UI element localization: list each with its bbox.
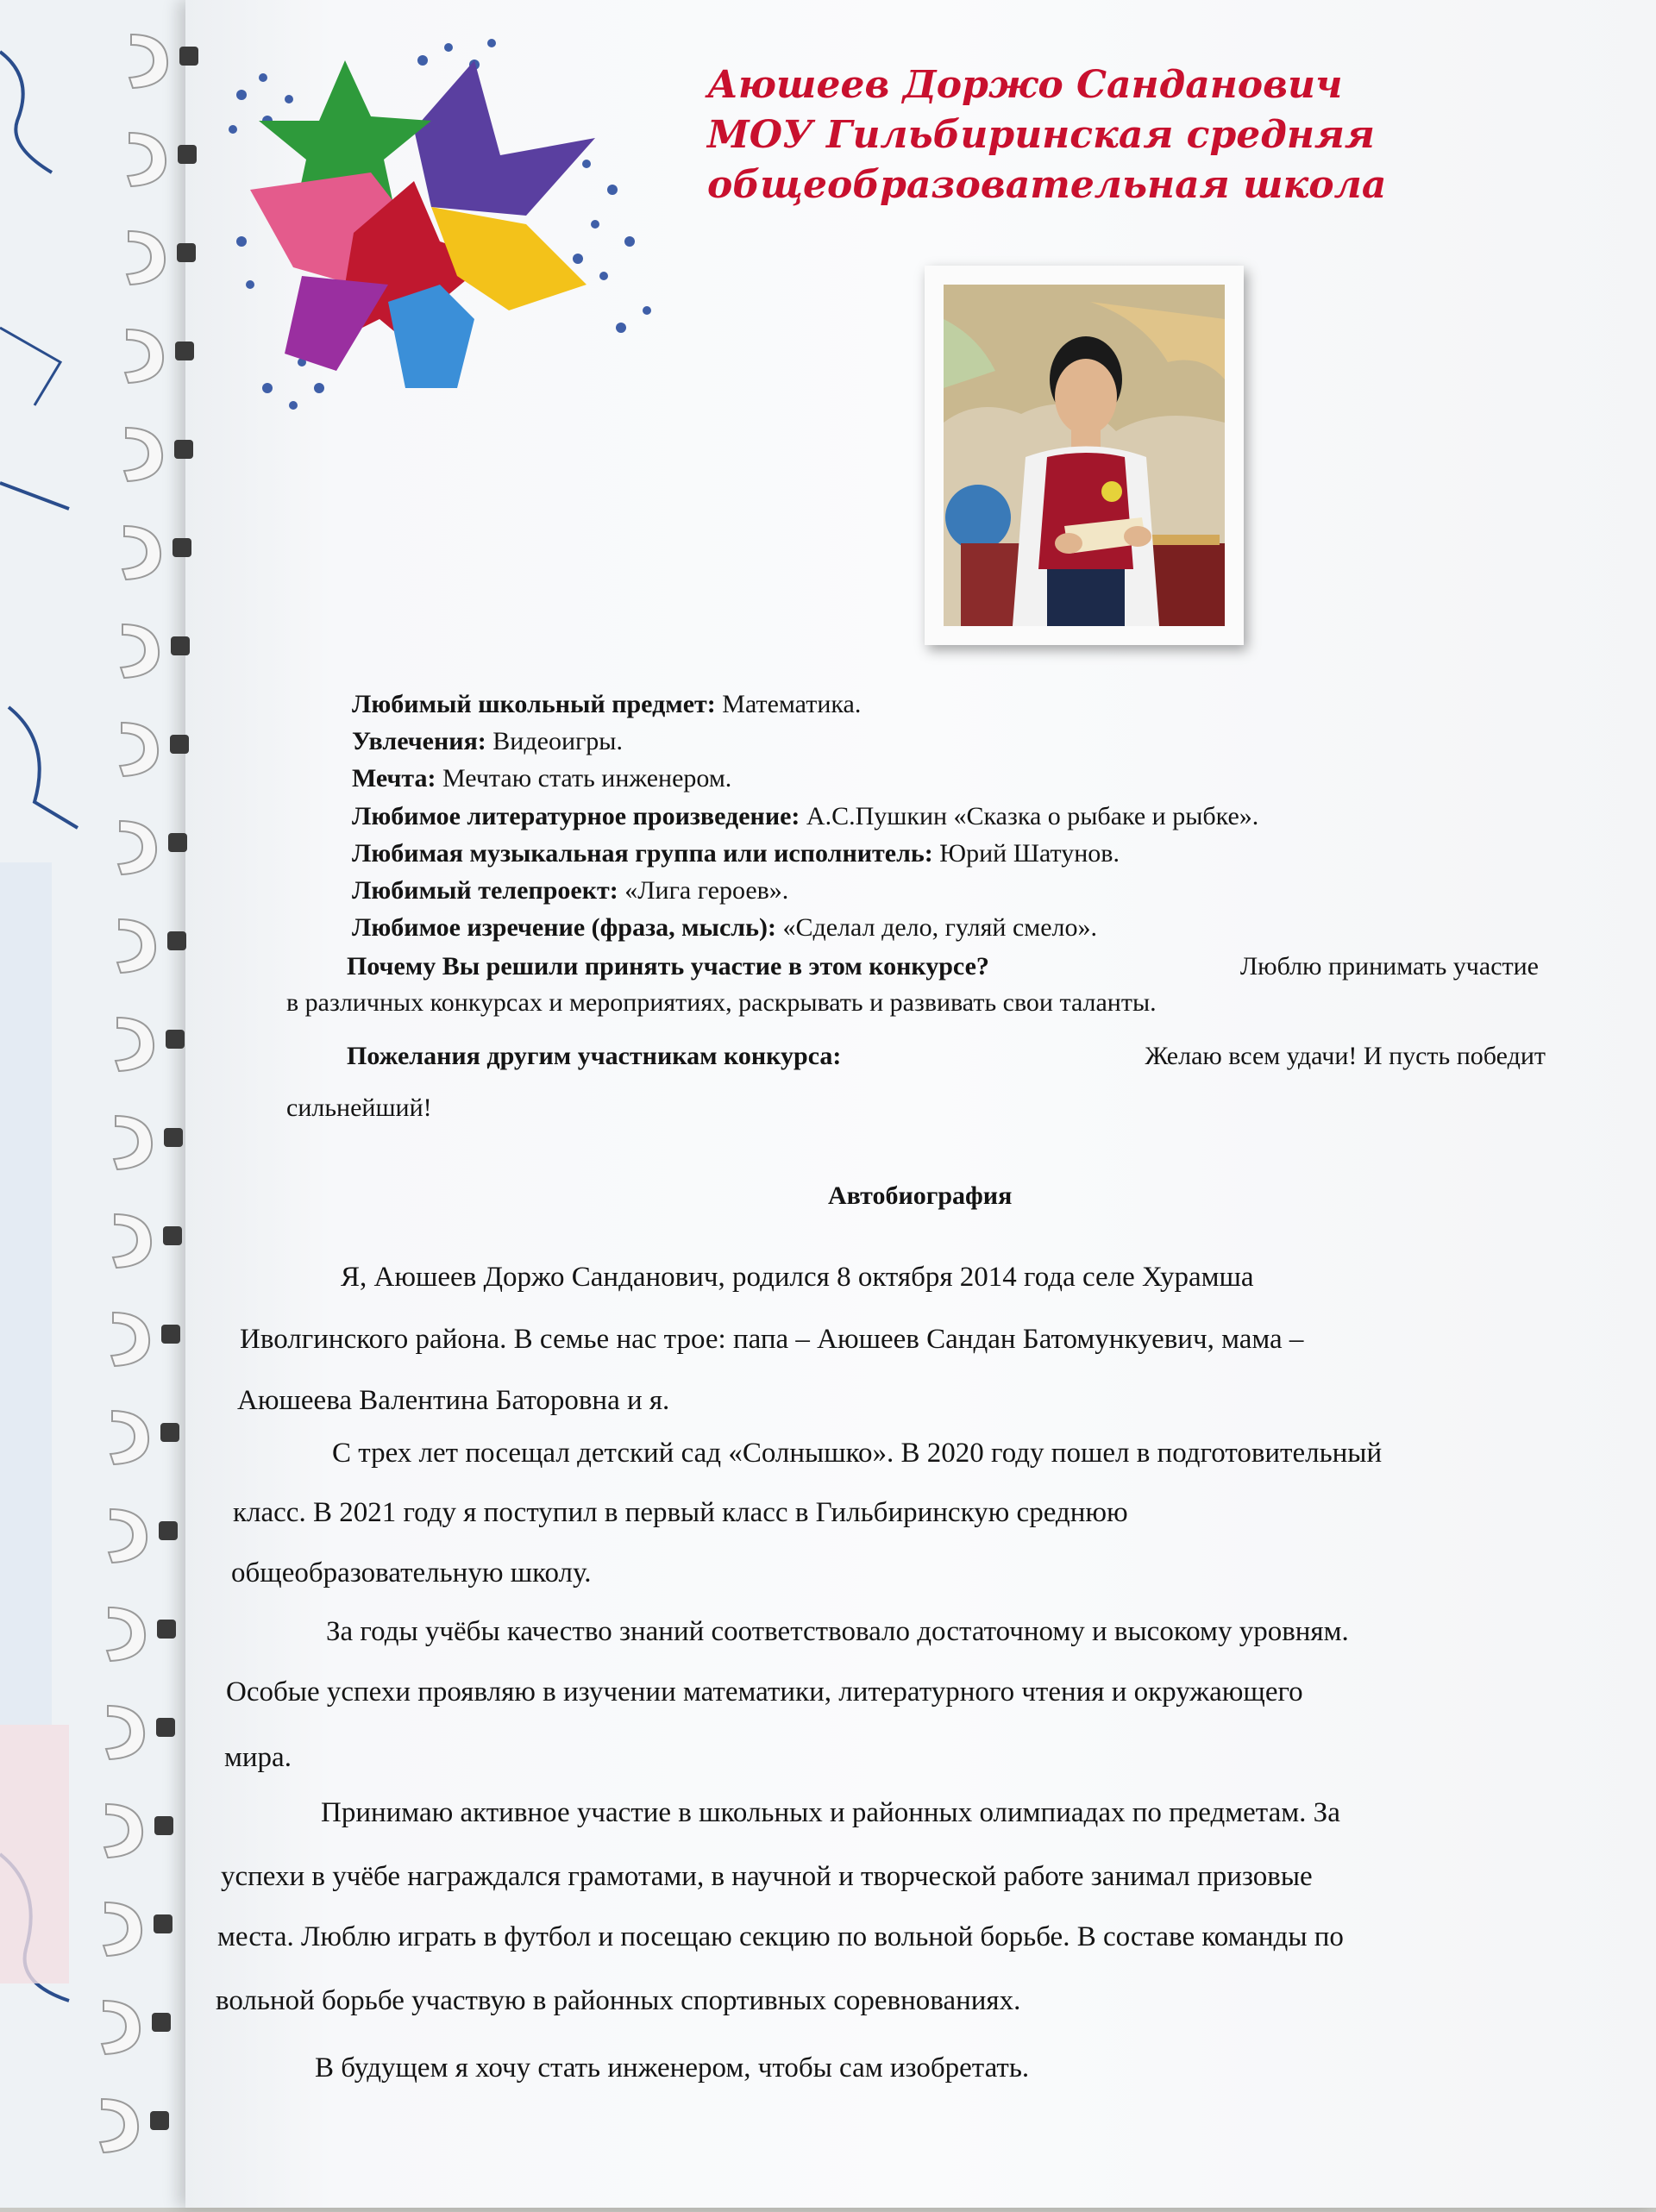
q-music-label: Любимая музыкальная группа или исполнитель:: [352, 839, 933, 868]
bio-p4-line-1: Принимаю активное участие в школьных и районных олимпиадах по предметам. За: [321, 1797, 1340, 1828]
bio-p1-l1-text: Я, Аюшеев Доржо Санданович, родился 8 октября 2014 года селе Хурамша: [341, 1262, 1254, 1293]
q-quote-value: «Сделал дело, гуляй смело».: [782, 913, 1098, 942]
school-name-line-1: МОУ Гильбиринская средняя: [707, 113, 1375, 157]
bio-p1-line-2: Иволгинского района. В семье нас трое: папа – Аюшеев Сандан Батомункуевич, мама –: [240, 1324, 1304, 1355]
bio-p1-line-1: [341, 1262, 1557, 1294]
q-hobby-value: Видеоигры.: [492, 727, 623, 755]
q-tv-value: «Лига героев».: [624, 876, 789, 905]
bio-p2-line-2: класс. В 2021 году я поступил в первый класс в Гильбиринскую среднюю: [233, 1497, 1128, 1528]
bio-p5-line-1: В будущем я хочу стать инженером, чтобы сам изобретать.: [315, 2052, 1030, 2084]
q-dream-label: Мечта:: [352, 764, 436, 793]
q-subject-label: Любимый школьный предмет:: [352, 690, 716, 718]
q-why-value-1: Люблю принимать участие: [1239, 952, 1539, 981]
q-quote-label: Любимое изречение (фраза, мысль):: [352, 913, 776, 942]
q-book-label: Любимое литературное произведение:: [352, 802, 800, 830]
q-hobby-label: Увлечения:: [352, 727, 486, 755]
bio-p4-line-3: места. Люблю играть в футбол и посещаю секцию по вольной борьбе. В составе команды по: [217, 1921, 1344, 1952]
bio-p1-line-3: Аюшеева Валентина Баторовна и я.: [237, 1385, 670, 1416]
q-wishes-line-2: сильнейший!: [286, 1093, 432, 1122]
bio-p4-line-2: успехи в учёбе награждался грамотами, в научной и творческой работе занимал призовые: [221, 1861, 1313, 1892]
bio-p3-line-1: За годы учёбы качество знаний соответствовало достаточному и высокому уровням.: [326, 1616, 1349, 1647]
q-subject-value: Математика.: [722, 690, 862, 718]
q-dream-value: Мечтаю стать инженером.: [442, 764, 732, 793]
biography-title: Автобиография: [828, 1181, 1013, 1210]
q-book-value: А.С.Пушкин «Сказка о рыбаке и рыбке».: [806, 802, 1259, 830]
bio-p3-line-3: мира.: [224, 1742, 292, 1773]
q-why-line-2: в различных конкурсах и мероприятиях, раскрывать и развивать свои таланты.: [286, 988, 1157, 1017]
student-name: Аюшеев Доржо Санданович: [707, 63, 1343, 107]
q-wishes-label: Пожелания другим участникам конкурса:: [347, 1042, 842, 1070]
school-name-line-2: общеобразовательная школа: [707, 163, 1387, 207]
bio-p2-line-1: С трех лет посещал детский сад «Солнышко». В 2020 году пошел в подготовительный: [332, 1438, 1383, 1469]
bio-p3-line-2: Особые успехи проявляю в изучении математики, литературного чтения и окружающего: [226, 1676, 1303, 1708]
bio-p2-line-3: общеобразовательную школу.: [231, 1557, 592, 1589]
q-wishes-value-1: Желаю всем удачи! И пусть победит: [1145, 1042, 1546, 1070]
bio-p4-line-4: вольной борьбе участвую в районных спортивных соревнованиях.: [216, 1985, 1021, 2016]
q-tv-label: Любимый телепроект:: [352, 876, 618, 905]
q-why-label: Почему Вы решили принять участие в этом конкурсе?: [347, 952, 989, 981]
q-music-value: Юрий Шатунов.: [939, 839, 1120, 868]
